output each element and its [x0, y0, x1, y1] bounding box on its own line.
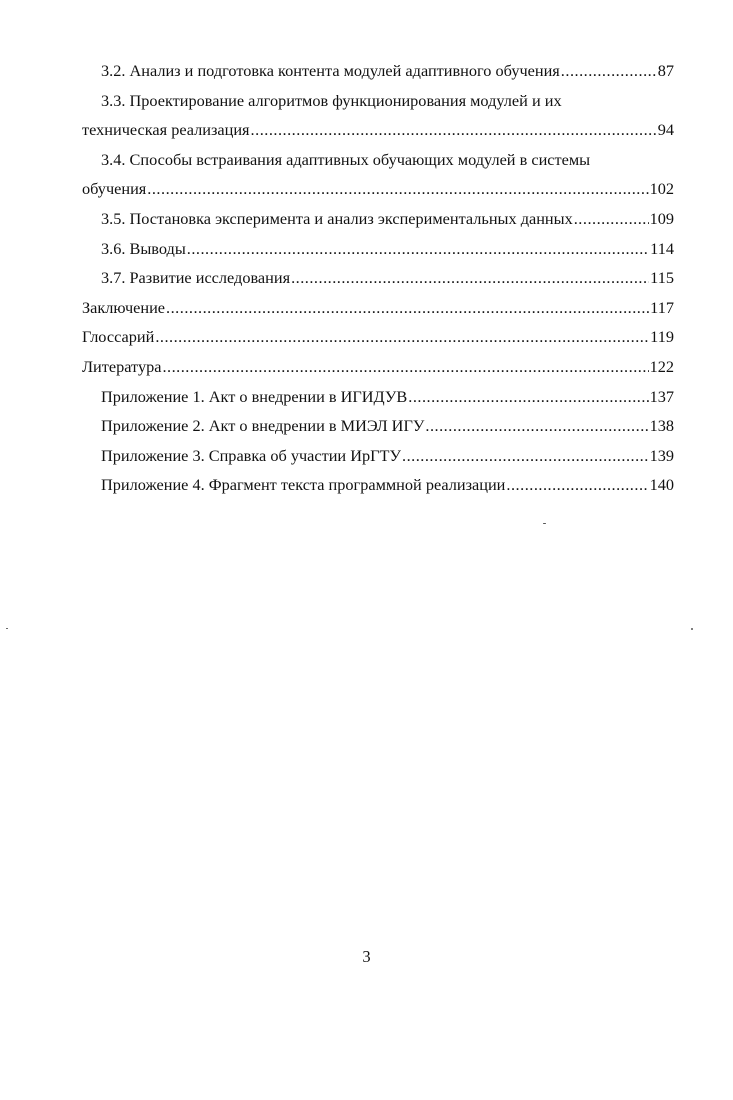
toc-entry-page: 115: [650, 268, 674, 288]
toc-entry-title: Приложение 1. Акт о внедрении в ИГИДУВ: [101, 386, 408, 406]
toc-entry-page: 138: [649, 416, 674, 436]
toc-entry-title: техническая реализация: [82, 120, 250, 140]
toc-entry-line: [101, 441, 674, 471]
toc-entry-page: 140: [649, 475, 674, 495]
toc-entry-line: [82, 115, 674, 145]
toc-entry-line: [82, 293, 674, 323]
dot-leader: [425, 411, 648, 441]
toc-entry-page: 122: [649, 356, 674, 376]
toc-entry-page: 87: [657, 61, 674, 80]
toc-entry-title-first-line: 3.3. Проектирование алгоритмов функционирования модулей и их: [101, 90, 562, 110]
toc-entry-page: 119: [650, 327, 674, 347]
toc-entry-title: Глоссарий: [82, 327, 155, 347]
toc-entry-page: 139: [649, 445, 674, 465]
toc-entry-page: 114: [650, 238, 674, 258]
toc-entry-title: 3.7. Развитие исследования: [101, 268, 291, 288]
toc-entry-glossary: [82, 322, 674, 352]
toc-entry-page: 102: [649, 179, 674, 199]
dot-leader: [402, 441, 649, 471]
toc-entry-title: Приложение 4. Фрагмент текста программной реализации: [101, 475, 506, 495]
dot-leader: [147, 174, 648, 204]
toc-entry-page: 117: [650, 297, 674, 317]
dot-leader: [291, 263, 649, 293]
toc-entry-page: 109: [649, 208, 674, 228]
dot-leader: [561, 56, 657, 86]
dot-leader: [162, 352, 648, 382]
toc-entry-3-5: [82, 204, 674, 234]
toc-entry-appendix-3: [82, 441, 674, 471]
toc-entry-line: [101, 382, 674, 412]
dot-leader: [408, 382, 648, 412]
toc-entry-3-4: [82, 145, 674, 204]
toc-entry-line: [101, 411, 674, 441]
page-number: 3: [362, 947, 371, 966]
scan-speck: [6, 628, 8, 629]
toc-entry-title-first-line: 3.4. Способы встраивания адаптивных обучающих модулей в системы: [101, 149, 591, 169]
dot-leader: [251, 115, 657, 145]
toc-entry-3-7: [82, 263, 674, 293]
toc-entry-line: [82, 352, 674, 382]
toc-entry-line: [82, 322, 674, 352]
toc-entry-line: [101, 234, 674, 264]
toc-entry-line: [101, 56, 674, 86]
dot-leader: [155, 322, 649, 352]
toc-entry-conclusion: [82, 293, 674, 323]
scan-speck: [543, 523, 546, 524]
toc-entry-page: 137: [649, 386, 674, 406]
dot-leader: [166, 293, 649, 323]
toc-entry-3-2: [82, 56, 674, 86]
dot-leader: [187, 234, 649, 264]
toc-entry-3-3: [82, 86, 674, 145]
toc-entry-appendix-4: [82, 470, 674, 500]
toc-entry-title: 3.5. Постановка эксперимента и анализ экспериментальных данных: [101, 208, 573, 228]
toc-entry-line: [101, 263, 674, 293]
toc-entry-title: 3.2. Анализ и подготовка контента модулей адаптивного обучения: [101, 61, 560, 80]
dot-leader: [574, 204, 649, 234]
toc-entry-page: 94: [657, 120, 674, 140]
toc-entry-title: 3.6. Выводы: [101, 238, 186, 258]
toc-entry-title: Приложение 2. Акт о внедрении в МИЭЛ ИГУ: [101, 416, 425, 436]
toc-entry-appendix-1: [82, 382, 674, 412]
toc-entry-appendix-2: [82, 411, 674, 441]
toc-entry-title: обучения: [82, 179, 147, 199]
toc-entry-title: Литература: [82, 356, 162, 376]
dot-leader: [506, 470, 648, 500]
toc-entry-3-6: [82, 234, 674, 264]
toc-entry-title: Заключение: [82, 297, 166, 317]
toc-entry-line: [101, 204, 674, 234]
toc-entry-title: Приложение 3. Справка об участии ИрГТУ: [101, 445, 401, 465]
toc-entry-line: [82, 174, 674, 204]
toc-entry-line: [101, 470, 674, 500]
toc-entry-literature: [82, 352, 674, 382]
table-of-contents: [82, 56, 674, 500]
scan-speck: [691, 628, 693, 630]
